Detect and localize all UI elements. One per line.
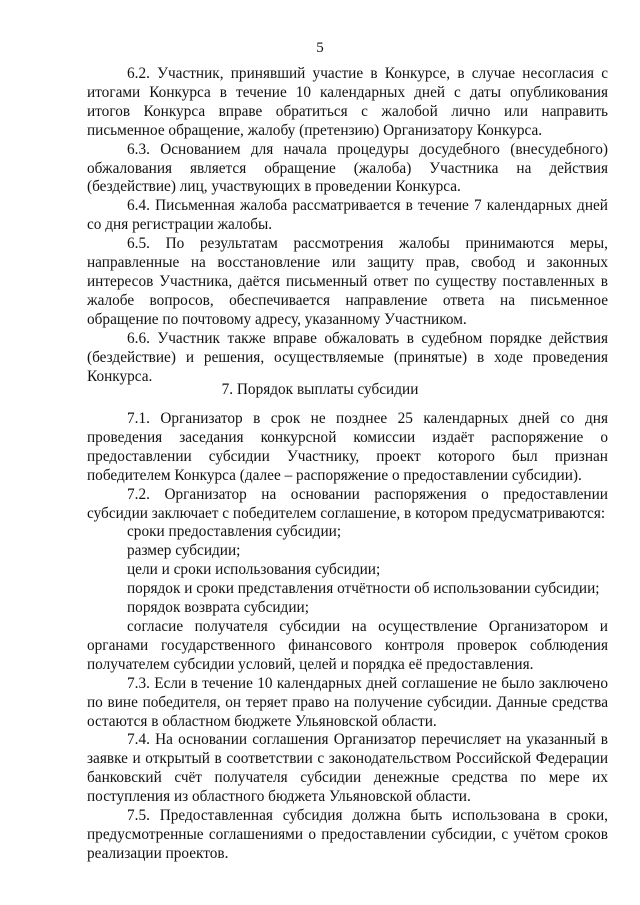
- paragraph-6-2: 6.2. Участник, принявший участие в Конкурсе, в случае несогласия с итогами Конкурса в течение 10 календарных дней с даты опубликования итогов Конкурса вправе обратиться с жалобой лично или направить письменное обращение, жалобу (претензию) Организатору Конкурса.: [87, 65, 608, 139]
- list-item-consent: согласие получателя субсидии на осуществление Организатором и органами государственного финансового контроля проверок соблюдения получателем субсидии условий, целей и порядка её предоставления.: [87, 617, 608, 673]
- paragraph-7-4: 7.4. На основании соглашения Организатор перечисляет на указанный в заявке и открытый в соответствии с законодательством Российской Федерации банковский счёт получателя субсидии денежные средства по мере их поступления из областного бюджета Ульяновской области.: [87, 731, 608, 806]
- page-number: 5: [316, 40, 324, 56]
- section-6-body: [87, 65, 608, 386]
- paragraph-7-5: 7.5. Предоставленная субсидия должна быть использована в сроки, предусмотренные соглашениями о предоставлении субсидии, с учётом сроков реализации проектов.: [87, 807, 608, 862]
- paragraph-7-1: 7.1. Организатор в срок не позднее 25 календарных дней со дня проведения заседания конкурсной комиссии издаёт распоряжение о предоставлении субсидии Участнику, проект которого был признан победителем Конкурса (далее – распоряжение о предоставлении субсидии).: [87, 410, 608, 484]
- list-item-reporting: порядок и сроки представления отчётности об использовании субсидии;: [127, 580, 600, 598]
- list-item-amount: размер субсидии;: [127, 542, 241, 560]
- list-item-purposes: цели и сроки использования субсидии;: [127, 561, 381, 579]
- paragraph-6-5: 6.5. По результатам рассмотрения жалобы принимаются меры, направленные на восстановление или защиту прав, свобод и законных интересов Участника, даётся письменный ответ по существу поставленных в жалобе вопросов, обеспечивается направление ответа на письменное обращение по почтовому адресу, указанному Участником.: [87, 235, 608, 328]
- paragraph-6-6: 6.6. Участник также вправе обжаловать в судебном порядке действия (бездействие) и решения, осуществляемые (принятые) в ходе проведения Конкурса.: [87, 329, 608, 385]
- section-7-body: [87, 410, 608, 864]
- paragraph-6-4: 6.4. Письменная жалоба рассматривается в течение 7 календарных дней со дня регистрации жалобы.: [87, 197, 608, 234]
- list-item-refund: порядок возврата субсидии;: [127, 599, 309, 617]
- paragraph-6-3: 6.3. Основанием для начала процедуры досудебного (внесудебного) обжалования является обращение (жалоба) Участника на действия (бездействие) лиц, участвующих в проведении Конкурса.: [87, 140, 608, 196]
- section-7-heading: 7. Порядок выплаты субсидии: [221, 381, 419, 398]
- paragraph-7-3: 7.3. Если в течение 10 календарных дней соглашение не было заключено по вине победителя, он теряет право на получение субсидии. Данные средства остаются в областном бюджете Ульяновской области.: [87, 674, 608, 730]
- list-item-terms: сроки предоставления субсидии;: [127, 523, 342, 541]
- paragraph-7-2: 7.2. Организатор на основании распоряжения о предоставлении субсидии заключает с победителем соглашение, в котором предусматриваются:: [87, 485, 608, 522]
